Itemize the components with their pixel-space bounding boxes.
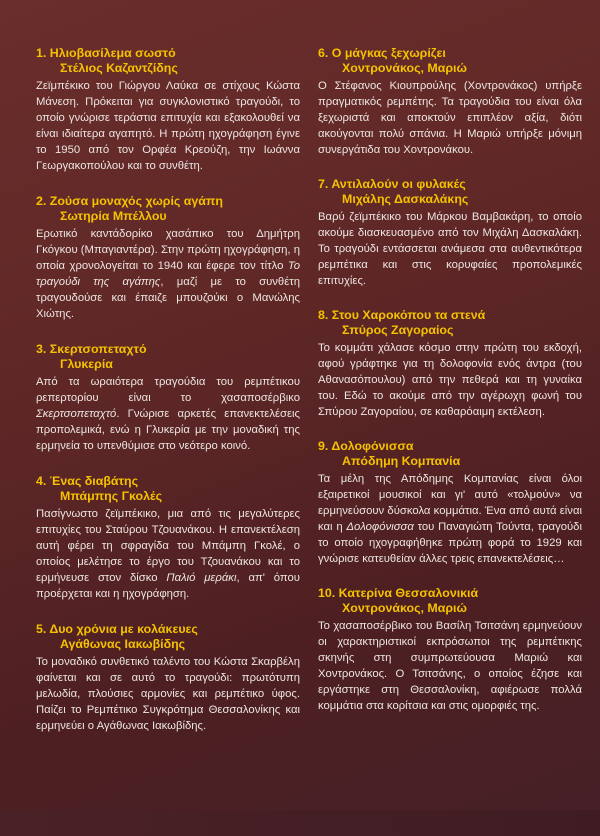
track-title: 8. Στου Χαροκόπου τα στενά [318, 308, 486, 322]
track-description: Το κομμάτι χάλασε κόσμο στην πρώτη του εκδοχή, αφού γράφτηκε για τη δολοφονία ενός άντρα (του Αθανασόπουλου) από την πεθερά και τη γυναίκα του. Εδώ το ακούμε από την αγέρωχη φωνή του Σπύρου Ζαγοραίου, σε καθαρόαιμη εκτέλεση. [318, 342, 582, 418]
track-title: 7. Αντιλαλούν οι φυλακές [318, 177, 466, 191]
track-title: 4. Ένας διαβάτης [36, 474, 139, 488]
track-artist: Σπύρος Ζαγοραίος [342, 323, 454, 337]
left-column [36, 46, 300, 836]
track-description [36, 226, 300, 322]
track-entry-5 [36, 622, 300, 734]
desc-text: Από τα ωραιότερα τραγούδια του ρεμπέτικου ρεπερτορίου είναι το χασαποσέρβικο [36, 376, 300, 404]
track-entry-9 [318, 439, 582, 567]
track-description: Το μοναδικό συνθετικό ταλέντο του Κώστα Σκαρβέλη φαίνεται και σε αυτό το τραγούδι: πρωτότυπη μελωδία, πλούσιες αρμονίες και ρεμπέτικο ύφος. Παίζει το Ρεμπέτικο Συγκρότημα Θεσσαλονίκης και ερμηνεύει ο Αγάθωνας Ιακωβίδης. [36, 656, 300, 732]
track-title: 6. Ο μάγκας ξεχωρίζει [318, 46, 446, 60]
track-artist: Μπάμπης Γκολές [60, 489, 163, 503]
track-title: 1. Ηλιοβασίλεμα σωστό [36, 46, 176, 60]
desc-italic-title: Παλιό μεράκι [166, 572, 237, 584]
track-artist: Χοντρονάκος, Μαριώ [342, 61, 467, 75]
track-description [36, 374, 300, 454]
desc-italic-title: Το τραγούδι της αγάπης [36, 260, 300, 288]
desc-text: του Παναγιώτη Τούντα, τραγούδι το οποίο ηχογραφήθηκε πρώτη φορά το 1929 και γνώρισε κατευθείαν άλλες τρεις επανεκτελέσεις… [318, 521, 582, 565]
track-entry-3 [36, 342, 300, 454]
desc-text: Τα μέλη της Απόδημης Κομπανίας είναι όλοι εξαιρετικοί μουσικοί και γι' αυτό «τολμούν» να ερμηνεύσουν δύσκολα κομμάτια. Ένα από αυτά είναι και η [318, 473, 582, 533]
track-artist: Γλυκερία [60, 357, 113, 371]
track-description: Ο Στέφανος Κιουπρούλης (Χοντρονάκος) υπήρξε πραγματικός ρεμπέτης. Τα τραγούδια του είναι όλα ξεχωριστά και αποκτούν επιπλέον αξία, διότι ακούγονται πολύ σπάνια. Η Μαριώ υπήρξε μόνιμη συνεργάτιδα του Χοντρονάκου. [318, 80, 582, 156]
right-column [318, 46, 582, 836]
track-entry-1 [36, 46, 300, 174]
track-description: Ζεϊμπέκικο του Γιώργου Λαύκα σε στίχους Κώστα Μάνεση. Πρόκειται για συγκλονιστικό τραγούδι, το οποίο γνώρισε τεράστια επιτυχία και εξακολουθεί να είναι ιδιαίτερα αγαπητό. Η πρώτη ηχογράφηση έγινε το 1950 από τον Ορφέα Κρεούζη, την Ιωάννα Γεωργακοπούλου και το συνθέτη. [36, 80, 300, 172]
track-description [318, 471, 582, 567]
track-description: Το χασαποσέρβικο του Βασίλη Τσιτσάνη ερμηνεύουν οι χαρακτηριστικοί εκπρόσωποι της ρεμπέτικης σκηνής στη συμπρωτεύουσα Μαριώ και Χοντρονάκος. Ο Τσιτσάνης, ο οποίος έζησε και εργάστηκε στη Θεσσαλονίκη, αφιέρωσε πολλά κομμάτια στα κορίτσια και στις ομορφιές της. [318, 620, 582, 712]
track-entry-6 [318, 46, 582, 158]
track-artist: Χοντρονάκος, Μαριώ [342, 601, 467, 615]
track-title: 10. Κατερίνα Θεσσαλονικιά [318, 586, 479, 600]
desc-italic-title: Σκερτσοπεταχτό [36, 408, 117, 420]
track-title: 2. Ζούσα μοναχός χωρίς αγάπη [36, 194, 223, 208]
desc-italic-title: Δολοφόνισσα [346, 521, 414, 533]
track-artist: Σωτηρία Μπέλλου [60, 209, 167, 223]
desc-text: , απ' όπου προέρχεται και η ηχογράφηση. [36, 572, 300, 600]
bottom-bar [0, 810, 600, 836]
track-entry-4 [36, 474, 300, 602]
track-artist: Μιχάλης Δασκαλάκης [342, 192, 469, 206]
track-artist: Αγάθωνας Ιακωβίδης [60, 637, 186, 651]
desc-text: Ερωτικό καντάδορίκο χασάπικο του Δημήτρη Γκόγκου (Μπαγιαντέρα). Στην πρώτη ηχογράφηση, η οποία χρονολογείται το 1940 και έφερε τον τίτλο [36, 228, 300, 272]
track-artist: Στέλιος Καζαντζίδης [60, 61, 178, 75]
track-title: 3. Σκερτσοπεταχτό [36, 342, 147, 356]
track-entry-8 [318, 308, 582, 420]
track-entry-10 [318, 586, 582, 714]
track-entry-7 [318, 177, 582, 289]
track-artist: Απόδημη Κομπανία [342, 454, 461, 468]
track-title: 5. Δυο χρόνια με κολάκευες [36, 622, 198, 636]
track-description [36, 506, 300, 602]
desc-text: . Γνώρισε αρκετές επανεκτελέσεις προπολεμικά, ενώ η Γλυκερία με την μοναδική της ερμηνεία το υπενθύμισε στο νεότερο κοινό. [36, 408, 300, 452]
track-title: 9. Δολοφόνισσα [318, 439, 414, 453]
track-description: Βαρύ ζεϊμπέκικο του Μάρκου Βαμβακάρη, το οποίο ακούμε διασκευασμένο από τον Μιχάλη Δασκαλάκη. Το τραγούδι εντάσσεται ανάμεσα στα αυθεντικότερα ρεμπέτικα και στις κορυφαίες προπολεμικές επιτυχίες. [318, 211, 582, 287]
track-entry-2 [36, 194, 300, 322]
desc-text: Πασίγνωστο ζεϊμπέκικο, μια από τις μεγαλύτερες επιτυχίες του Σταύρου Τζουανάκου. Η επανεκτέλεση αυτή φέρει τη σφραγίδα του Μπάμπη Γκολέ, ο οποίος μελέτησε το έργο του Τζουανάκου και το ερμήνευσε στον δίσκο [36, 508, 300, 584]
desc-text: , μαζί με το συνθέτη τραγουδούσε και έπαιζε μπουζούκι ο Μανώλης Χιώτης. [36, 276, 300, 320]
